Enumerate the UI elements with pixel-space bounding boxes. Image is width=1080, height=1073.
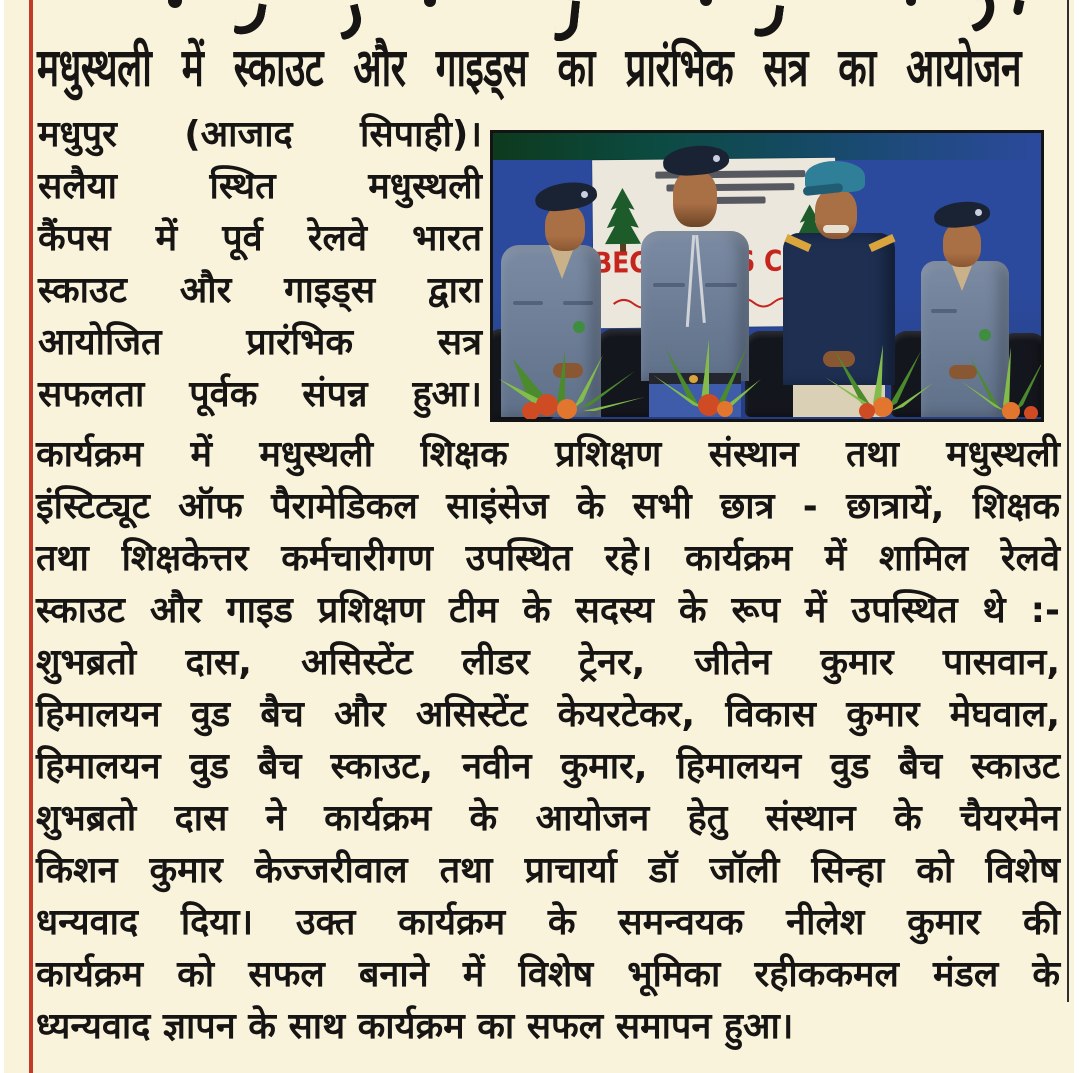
intro-line: सलैया स्थित मधुस्थली (38, 166, 482, 207)
pocket-line (653, 283, 685, 287)
beret-badge (581, 191, 588, 198)
page-edge-right (1074, 0, 1080, 1073)
stage-backdrop-band (493, 133, 1041, 160)
flower-plant (495, 349, 647, 419)
badge-patch (979, 329, 991, 341)
intro-line: सफलता पूर्वक संपन्न हुआ। (38, 374, 482, 415)
pocket-line (931, 309, 957, 313)
face (943, 223, 981, 267)
torn-glyph (964, 0, 1002, 33)
left-column-rule (29, 0, 33, 1073)
body-line: शुभब्रतो दास, असिस्टेंट लीडर ट्रेनर, जीतेन कुमार पासवान, (36, 642, 1060, 683)
intro-line: मधुपुर (आजाद सिपाही)। (38, 114, 482, 155)
body-line: स्काउट और गाइड प्रशिक्षण टीम के सदस्य के रूप में उपस्थित थे :- (36, 590, 1060, 631)
pocket-line (563, 301, 593, 305)
beret-badge (713, 155, 720, 162)
face (673, 171, 717, 227)
tree-icon (604, 188, 641, 252)
mustache (823, 225, 849, 233)
torn-glyph (233, 0, 266, 38)
article-body (36, 430, 1060, 1054)
badge-patch (573, 321, 585, 333)
body-line: कार्यक्रम को सफल बनाने में विशेष भूमिका रहीककमल मंडल के (36, 954, 1060, 995)
page-edge-left (0, 0, 4, 1073)
flower-plant (961, 347, 1044, 419)
body-line: हिमालयन वुड बैच स्काउट, नवीन कुमार, हिमालयन वुड बैच स्काउट (36, 746, 1060, 787)
pocket-line (705, 283, 737, 287)
intro-line: कैंपस में पूर्व रेलवे भारत (38, 218, 482, 259)
article-headline: मधुस्थली में स्काउट और गाइड्स का प्रारंभिक सत्र का आयोजन (37, 37, 1021, 99)
news-photo (490, 130, 1044, 422)
intro-line: आयोजित प्रारंभिक सत्र (38, 322, 482, 363)
pocket-line (513, 301, 543, 305)
torn-glyph (424, 0, 436, 7)
intro-line: स्काउट और गाइड्स द्वारा (38, 270, 482, 311)
torn-glyph (334, 4, 365, 41)
body-line: कार्यक्रम में मधुस्थली शिक्षक प्रशिक्षण संस्थान तथा मधुस्थली (36, 434, 1060, 475)
torn-glyph (1013, 0, 1025, 16)
beret (533, 179, 598, 214)
body-line: शुभब्रतो दास ने कार्यक्रम के आयोजन हेतु संस्थान के चैयरमेन (36, 798, 1060, 839)
body-line: किशन कुमार केज्जरीवाल तथा प्राचार्या डॉ जॉली सिन्हा को विशेष (36, 850, 1060, 891)
torn-glyph (906, 0, 916, 6)
flower-plant (823, 345, 935, 419)
right-column-rule (1067, 0, 1069, 1002)
torn-glyph (700, 0, 712, 6)
body-line: इंस्टिट्यूट ऑफ पैरामेडिकल साइंसेज के सभी छात्र - छात्रायें, शिक्षक (36, 486, 1060, 527)
body-line: तथा शिक्षकेत्तर कर्मचारीगण उपस्थित रहे। कार्यक्रम में शामिल रेलवे (36, 538, 1060, 579)
article-intro-column (38, 110, 482, 422)
beret-badge (975, 209, 982, 216)
torn-glyph (168, 0, 182, 8)
torn-glyph (754, 2, 784, 39)
flower-plant (651, 339, 763, 419)
body-line: ध्यन्यवाद ज्ञापन के साथ कार्यक्रम का सफल समापन हुआ। (36, 1006, 794, 1047)
body-line: हिमालयन वुड बैच और असिस्टेंट केयरटेकर, विकास कुमार मेघवाल, (36, 694, 1060, 735)
body-line: धन्यवाद दिया। उक्त कार्यक्रम के समन्वयक नीलेश कुमार की (36, 902, 1060, 943)
beret (933, 199, 991, 230)
face (545, 205, 585, 251)
